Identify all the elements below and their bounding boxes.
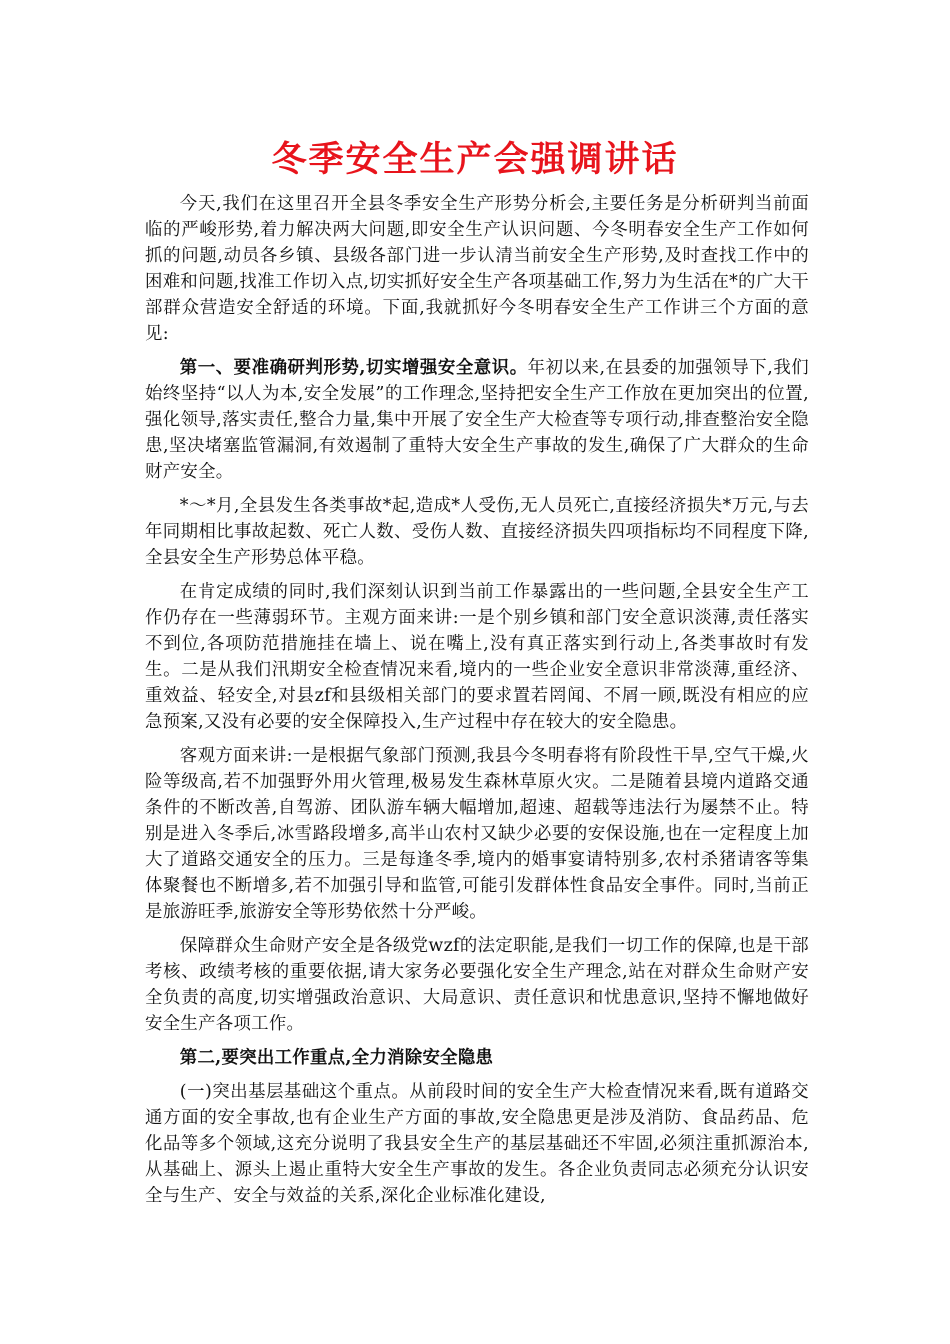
paragraph-text: 保障群众生命财产安全是各级党wzf的法定职能,是我们一切工作的保障,也是干部考核、政绩考核的重要依据,请大家务必要强化安全生产理念,站在对群众生命财产安全负责的高度,切实增强政治意识、大局意识、责任意识和忧患意识,坚持不懈地做好安全生产各项工作。 xyxy=(145,936,809,1034)
paragraph-text: 在肯定成绩的同时,我们深刻认识到当前工作暴露出的一些问题,全县安全生产工作仍存在一些薄弱环节。主观方面来讲:一是个别乡镇和部门安全意识淡薄,责任落实不到位,各项防范措施挂在墙上、说在嘴上,没有真正落实到行动上,各类事故时有发生。二是从我们汛期安全检查情况来看,境内的一些企业安全意识非常淡薄,重经济、重效益、轻安全,对县zf和县级相关部门的要求置若罔闻、不屑一顾,既没有相应的应急预案,又没有必要的安全保障投入,生产过程中存在较大的安全隐患。 xyxy=(145,582,809,732)
section-two-heading: 第二,要突出工作重点,全力消除安全隐患 xyxy=(179,1048,494,1068)
document-body xyxy=(145,191,809,1217)
paragraph-accident-stats xyxy=(145,493,809,571)
paragraph-grassroots: (一)突出基层基础这个重点。从前段时间的安全生产大检查情况来看,既有道路交通方面的安全事故,也有企业生产方面的事故,安全隐患更是涉及消防、食品药品、危化品等多个领域,这充分说明了我县安全生产的基层基础还不牢固,必须注重抓源治本,从基础上、源头上遏止重特大安全生产事故的发生。各企业负责同志必须充分认识安全与生产、安全与效益的关系,深化企业标准化建设, xyxy=(145,1082,809,1206)
paragraph-section-one xyxy=(145,355,809,485)
section-one-heading: 第一、要准确研判形势,切实增强安全意识。 xyxy=(179,358,528,378)
paragraph-text: 今天,我们在这里召开全县冬季安全生产形势分析会,主要任务是分析研判当前面临的严峻形势,着力解决两大问题,即安全生产认识问题、今冬明春安全生产工作如何抓的问题,动员各乡镇、县级各部门进一步认清当前安全生产形势,及时查找工作中的困难和问题,找准工作切入点,切实抓好安全生产各项基础工作,努力为生活在*的广大干部群众营造安全舒适的环境。下面,我就抓好今冬明春安全生产工作讲三个方面的意见: xyxy=(145,194,809,344)
paragraph-text: 客观方面来讲:一是根据气象部门预测,我县今冬明春将有阶段性干旱,空气干燥,火险等级高,若不加强野外用火管理,极易发生森林草原火灾。二是随着县境内道路交通条件的不断改善,自驾游、团队游车辆大幅增加,超速、超载等违法行为屡禁不止。特别是进入冬季后,冰雪路段增多,高半山农村又缺少必要的安保设施,也在一定程度上加大了道路交通安全的压力。三是每逢冬季,境内的婚事宴请特别多,农村杀猪请客等集体聚餐也不断增多,若不加强引导和监管,可能引发群体性食品安全事件。同时,当前正是旅游旺季,旅游安全等形势依然十分严峻。 xyxy=(145,746,809,922)
document-title: 冬季安全生产会强调讲话 xyxy=(271,139,679,180)
paragraph-intro xyxy=(145,191,809,347)
paragraph-objective-problems xyxy=(145,743,809,925)
paragraph-subjective-problems xyxy=(145,579,809,735)
paragraph-text: *～*月,全县发生各类事故*起,造成*人受伤,无人员死亡,直接经济损失*万元,与去年同期相比事故起数、死亡人数、受伤人数、直接经济损失四项指标均不同程度下降,全县安全生产形势总体平稳。 xyxy=(145,496,809,568)
paragraph-responsibility xyxy=(145,933,809,1037)
paragraph-text: 年初以来,在县委的加强领导下,我们始终坚持“以人为本,安全发展”的工作理念,坚持把安全生产工作放在更加突出的位置,强化领导,落实责任,整合力量,集中开展了安全生产大检查等专项行动,排查整治安全隐患,坚决堵塞监管漏洞,有效遏制了重特大安全生产事故的发生,确保了广大群众的生命财产安全。 xyxy=(145,358,809,482)
